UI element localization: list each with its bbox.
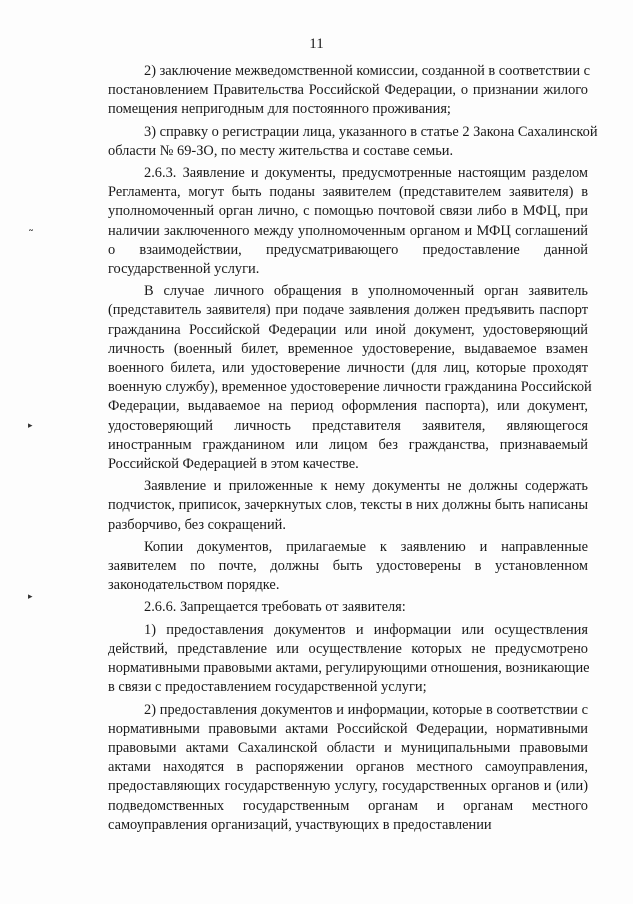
paragraph [108, 598, 588, 617]
text-line: предоставляющих государственную услугу, государственных органов и (или) [108, 778, 588, 795]
text-line: Регламента, могут быть поданы заявителем (представителем заявителя) в [108, 184, 588, 201]
text-line: иностранным гражданином или лицом без гражданства, признаваемый [108, 436, 588, 453]
text-line: подчисток, приписок, зачеркнутых слов, тексты в них должны быть написаны [108, 497, 588, 514]
text-line: гражданина Российской Федерации или иной документ, удостоверяющий [108, 321, 588, 338]
text-line: 3) справку о регистрации лица, указанного в статье 2 Закона Сахалинской [144, 123, 598, 140]
document-body [108, 62, 598, 835]
text-line: 1) предоставления документов и информации или осуществления [144, 621, 588, 638]
text-line: актами находятся в распоряжении органов местного самоуправления, [108, 759, 588, 776]
text-line: заявителем по почте, должны быть удостоверены в установленном [108, 558, 588, 575]
text-line: нормативными правовыми актами, регулирующими отношения, возникающие [108, 660, 590, 677]
paragraph [108, 123, 598, 161]
paragraph [108, 282, 592, 474]
text-line: Заявление и приложенные к нему документы не должны содержать [144, 478, 588, 495]
text-line: военную службу), временное удостоверение личности гражданина Российской [108, 379, 592, 396]
text-line: помещения непригодным для постоянного проживания; [108, 101, 451, 118]
paragraph [108, 621, 588, 698]
text-line: наличии заключенного между уполномоченным органом и МФЦ соглашений [108, 222, 588, 239]
text-line: о взаимодействии, предусматривающего предоставление данной [108, 241, 588, 258]
page-number: 11 [309, 36, 324, 52]
text-line: постановлением Правительства Российской Федерации, о признании жилого [108, 82, 588, 99]
scan-artifact-mark: ▸ [28, 421, 33, 431]
text-line: 2) предоставления документов и информации, которые в соответствии с [144, 701, 588, 718]
text-line: подведомственных государственным органам и органам местного [108, 797, 588, 814]
text-line: самоуправления организаций, участвующих в предоставлении [108, 816, 492, 833]
scan-artifact-mark: ˜ [28, 228, 34, 242]
text-line: разборчиво, без сокращений. [108, 516, 286, 533]
text-line: (представитель заявителя) при подаче заявления должен предъявить паспорт [108, 302, 588, 319]
text-line: удостоверяющий личность представителя заявителя, являющегося [108, 417, 588, 434]
text-line: уполномоченный орган лично, с помощью почтовой связи либо в МФЦ, при [108, 203, 588, 220]
text-line: Копии документов, прилагаемые к заявлению и направленные [144, 538, 588, 555]
text-line: нормативными правовыми актами Российской Федерации, нормативными [108, 720, 588, 737]
paragraph [108, 538, 588, 596]
text-line: 2.6.6. Запрещается требовать от заявителя: [144, 599, 406, 616]
text-line: 2.6.3. Заявление и документы, предусмотренные настоящим разделом [144, 165, 588, 182]
scan-artifact-mark: ▸ [28, 592, 33, 602]
text-line: правовыми актами Сахалинской области и муниципальными правовыми [108, 739, 588, 756]
text-line: военного билета, или удостоверение личности (для лиц, которые проходят [108, 360, 588, 377]
paragraph [108, 701, 588, 835]
text-line: Российской Федерацией в этом качестве. [108, 456, 359, 473]
text-line: законодательством порядке. [108, 577, 280, 594]
paragraph [108, 62, 591, 120]
text-line: В случае личного обращения в уполномоченный орган заявитель [144, 283, 588, 300]
paragraph [108, 477, 588, 535]
text-line: государственной услуги. [108, 261, 260, 278]
text-line: личность (военный билет, временное удостоверение, выдаваемое взамен [108, 340, 588, 357]
text-line: в связи с предоставлением государственной услуги; [108, 679, 427, 696]
text-line: области № 69-ЗО, по месту жительства и составе семьи. [108, 142, 454, 159]
paragraph [108, 164, 588, 279]
text-line: Федерации, выдаваемое на период оформления паспорта), или документ, [108, 398, 588, 415]
text-line: действий, представление или осуществление которых не предусмотрено [108, 640, 588, 657]
text-line: 2) заключение межведомственной комиссии, созданной в соответствии с [144, 63, 591, 79]
